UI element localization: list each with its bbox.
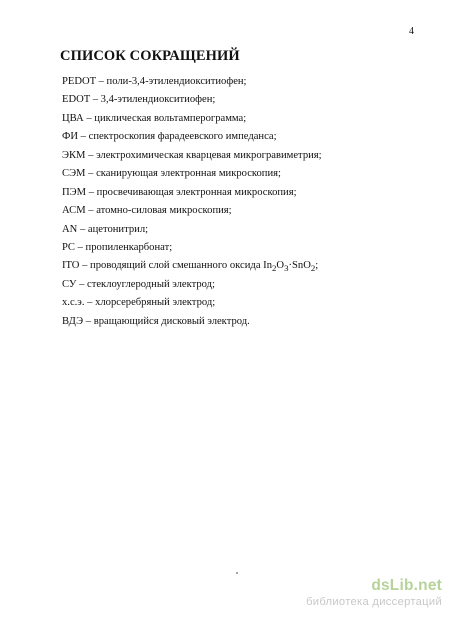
- list-item-ito: [62, 257, 322, 275]
- list-item: СУ – стеклоуглеродный электрод;: [62, 278, 215, 290]
- ito-sub-1: 2: [272, 263, 277, 274]
- ito-sub-3: 2: [310, 263, 316, 274]
- page-title: СПИСОК СОКРАЩЕНИЙ: [60, 48, 240, 64]
- ito-mid: O: [276, 260, 285, 272]
- list-item: EDOT – 3,4-этилендиокситиофен;: [62, 94, 216, 106]
- ito-text: ITO – проводящий слой смешанного оксида In: [62, 260, 272, 272]
- page-number: 4: [409, 26, 414, 37]
- list-item: СЭМ – сканирующая электронная микроскопия;: [62, 168, 281, 180]
- watermark-caption: библиотека диссертаций: [306, 596, 442, 608]
- abbreviation-list: [62, 73, 322, 331]
- watermark: [272, 577, 442, 613]
- ito-sub-2: 3: [284, 263, 289, 274]
- list-item: ЦВА – циклическая вольтамперограмма;: [62, 112, 247, 124]
- list-item: ЭКМ – электрохимическая кварцевая микрогравиметрия;: [62, 149, 322, 161]
- ito-rest: ·SnO: [288, 260, 311, 272]
- list-item: PEDOT – поли-3,4-этилендиокситиофен;: [62, 76, 247, 87]
- watermark-logo: dsLib.net: [371, 577, 442, 594]
- scan-dot: [236, 572, 238, 574]
- list-item: АСМ – атомно-силовая микроскопия;: [62, 205, 232, 217]
- list-item: ФИ – спектроскопия фарадеевского импеданса;: [62, 131, 277, 143]
- list-item: PC – пропиленкарбонат;: [62, 241, 173, 253]
- list-item: ПЭМ – просвечивающая электронная микроскопия;: [62, 186, 297, 198]
- list-item: ВДЭ – вращающийся дисковый электрод.: [62, 315, 250, 327]
- list-item: AN – ацетонитрил;: [62, 223, 149, 235]
- ito-end: ;: [315, 260, 319, 272]
- list-item: х.с.э. – хлорсеребряный электрод;: [62, 297, 216, 309]
